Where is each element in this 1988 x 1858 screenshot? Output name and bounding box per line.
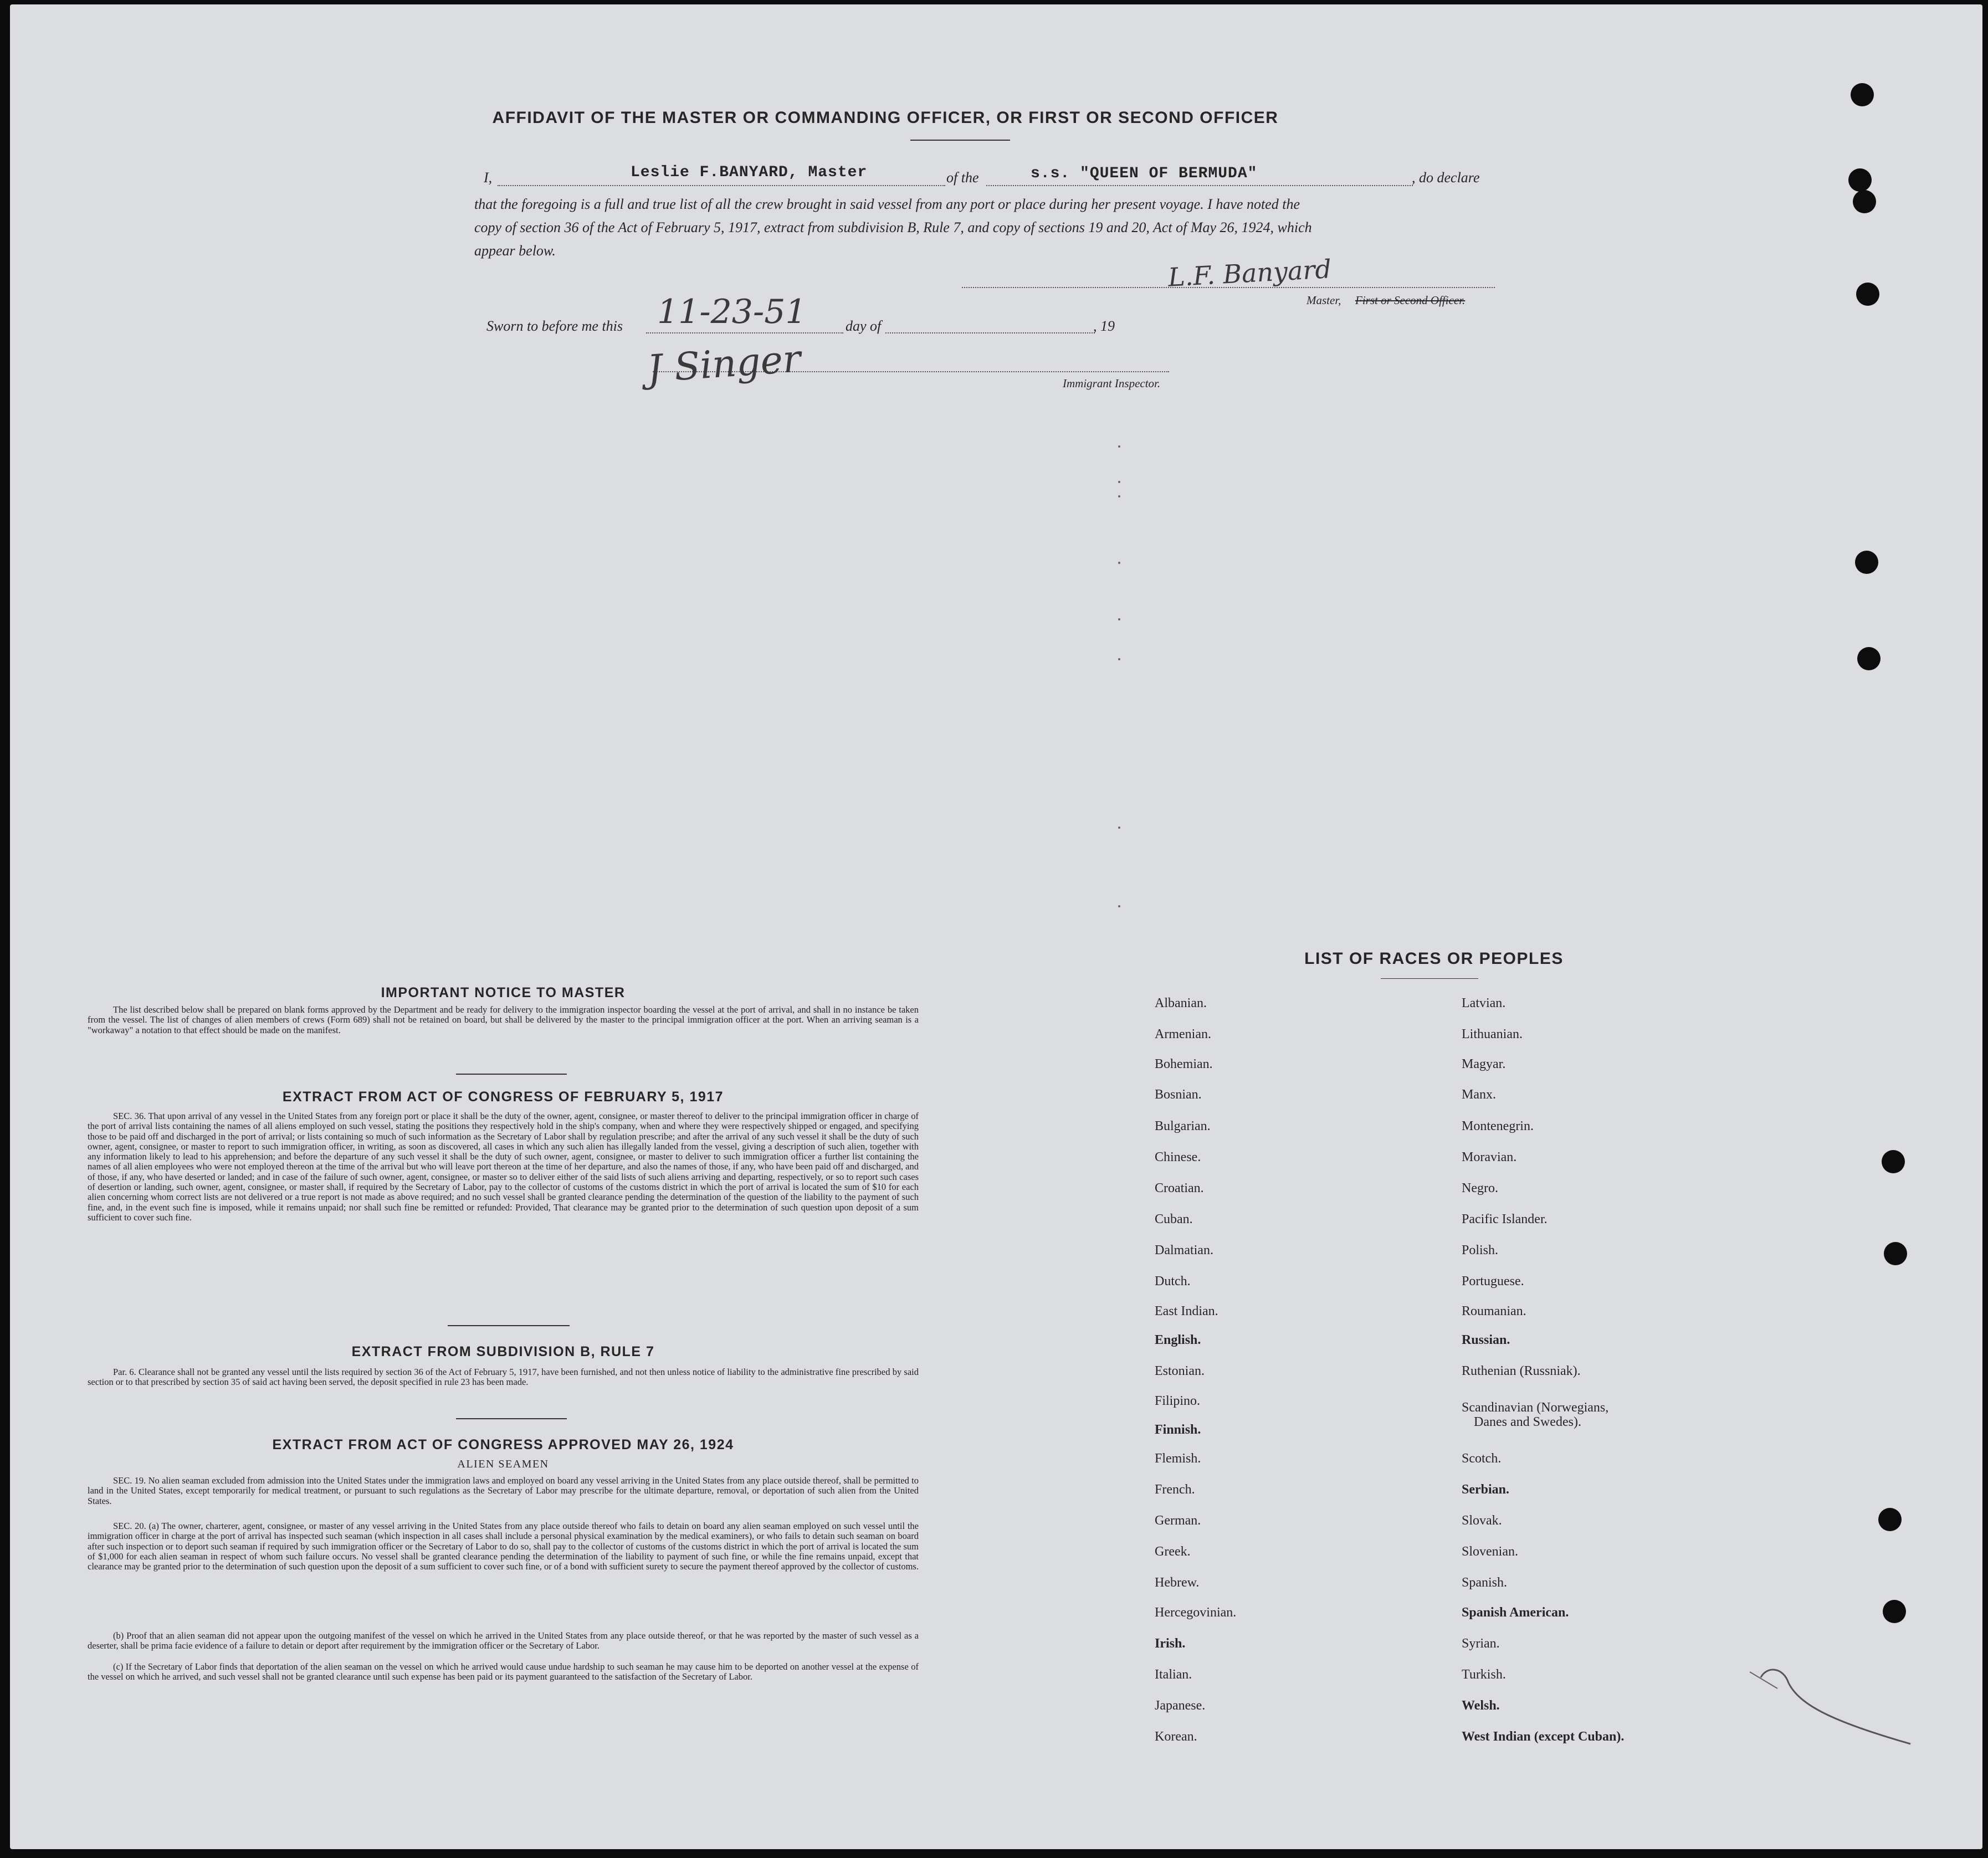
sec20a-body: SEC. 20. (a) The owner, charterer, agent, consignee, or master of any vessel arriving in the United States from any place outside thereof who fails to detain on board any alien seaman employed on such vessel until the immigration officer in charge at the port of arrival has inspected such seaman (which inspection in all cases shall include a personal physical examination by the medical examiners), or who fails to detain such seaman on board after such inspection or to deport such seaman if required by such immigration officer or the Secretary of Labor to do so, shall pay to the collector of customs of the customs district in which the port of arrival is located the sum of $1,000 for each alien seaman in respect of whom such failure occurs. No vessel shall be granted clearance pending the determination of the liability to payment of such fine, or while the fine remains unpaid, except that clearance may be granted prior to the determination of such question upon the deposit of a sum sufficient to cover such fine, or of a bond with sufficient surety to secure the payment thereof approved by the collector of customs. [88,1521,919,1572]
sworn-prefix: Sworn to before me this [486,318,623,334]
sec20c-body: (c) If the Secretary of Labor finds that deportation of the alien seaman on the vessel on which he arrived would cause undue hardship to such seaman he may cause him to be deported on another vessel at the expense of the vessel on which he arrived, and such vessel shall not be granted clearance until such expense has been paid or its payment guaranteed to the satisfaction of the Secretary of Labor. [88,1661,919,1682]
mark [1118,658,1120,660]
race-item: Negro. [1462,1181,1498,1195]
race-item: Turkish. [1462,1667,1506,1682]
binder-hole [1884,1242,1907,1265]
alien-seamen-subtitle: ALIEN SEAMEN [457,1458,549,1470]
race-item: Japanese. [1155,1698,1206,1713]
race-item: Scotch. [1462,1451,1502,1466]
pencil-mark [1744,1655,1922,1755]
race-item: Manx. [1462,1087,1496,1102]
race-item: Portuguese. [1462,1274,1524,1289]
sec19-body: SEC. 19. No alien seaman excluded from admission into the United States under the immigration laws and employed on board any vessel arriving in the United States from any place outside thereof, shall be permitted to land in the United States, except temporarily for medical treatment, or pursuant to such regulations as the Secretary of Labor may prescribe for the ultimate departure, removal, or deportation of such alien from the United States. [88,1475,919,1506]
rule7-body: Par. 6. Clearance shall not be granted any vessel until the lists required by section 36 of the Act of February 5, 1917, have been furnished, and not then unless notice of liability to the administrative fine prescribed by said section or to that prescribed by section 35 of said act having been served, the deposit specified in rule 23 has been made. [88,1367,919,1388]
binder-hole [1882,1150,1905,1173]
declaration-line-3: appear below. [474,243,556,259]
race-item: Bulgarian. [1155,1119,1211,1133]
title-rule [910,140,1010,141]
race-item: Roumanian. [1462,1304,1526,1318]
mark [1118,905,1120,907]
race-item: Cuban. [1155,1212,1193,1226]
mark [1118,481,1120,483]
mark [1118,827,1120,829]
extract-1917-title: EXTRACT FROM ACT OF CONGRESS OF FEBRUARY 5, 1917 [282,1089,724,1105]
race-item: East Indian. [1155,1304,1218,1318]
race-item: Hercegovinian. [1155,1605,1237,1620]
binder-hole [1856,283,1879,306]
race-item: Welsh. [1462,1698,1500,1713]
notice-title: IMPORTANT NOTICE TO MASTER [381,985,626,1000]
month-line [885,332,1095,333]
race-item: German. [1155,1513,1201,1528]
race-item: Armenian. [1155,1027,1211,1041]
race-item: Serbian. [1462,1482,1510,1497]
inspector-label: Immigrant Inspector. [1063,377,1161,390]
binder-hole [1853,190,1876,213]
sec20b-body: (b) Proof that an alien seaman did not appear upon the outgoing manifest of the vessel on which he arrived in the United States from any place outside thereof, or that he was reported by the master of such vessel as a deserter, shall be prima facie evidence of a failure to detain or deport after requirement by the immigration officer or the Secretary of Labor. [88,1630,919,1651]
race-item: Bohemian. [1155,1057,1213,1071]
race-item: Montenegrin. [1462,1119,1534,1133]
declaration-line-2: copy of section 36 of the Act of February 5, 1917, extract from subdivision B, Rule 7, and copy of sections 19 and 20, Act of May 26, 1924, which [474,219,1312,235]
race-item: Flemish. [1155,1451,1201,1466]
race-item: Estonian. [1155,1364,1205,1378]
sworn-date: 11-23-51 [657,292,807,331]
race-item: Moravian. [1462,1150,1517,1164]
affidavit-title: AFFIDAVIT OF THE MASTER OR COMMANDING OFFICER, OR FIRST OR SECOND OFFICER [492,109,1279,127]
declaration-line-1: that the foregoing is a full and true list of all the crew brought in said vessel from any port or place during her present voyage. I have noted the [474,196,1300,212]
race-item: Spanish American. [1462,1605,1569,1620]
race-item: Filipino. [1155,1394,1201,1408]
race-item: Pacific Islander. [1462,1212,1548,1226]
rule7-title: EXTRACT FROM SUBDIVISION B, RULE 7 [351,1344,655,1359]
race-item: Croatian. [1155,1181,1204,1195]
race-item: Polish. [1462,1243,1499,1258]
of-the-label: of the [946,170,979,186]
binder-hole [1857,647,1881,670]
race-item: Danes and Swedes). [1474,1415,1581,1429]
officer-struck: First or Second Officer. [1355,294,1466,307]
binder-hole [1848,168,1872,192]
master-signature: L.F. Banyard [1167,254,1333,292]
sworn-date-line [646,332,843,333]
race-item: Irish. [1155,1636,1186,1651]
mark [1118,618,1120,620]
binder-hole [1855,551,1878,574]
section-rule [456,1418,567,1419]
year-label: , 19 [1093,318,1115,334]
race-item: English. [1155,1333,1201,1347]
race-item: Greek. [1155,1544,1191,1559]
extract-1917-body: SEC. 36. That upon arrival of any vessel in the United States from any foreign port or place it shall be the duty of the owner, agent, consignee, or master thereof to deliver to the principal immigration officer in charge of the port of arrival lists containing the names of all aliens employed on such vessel, stating the positions they respectively hold in the ship's company, when and where they were respectively shipped or engaged, and specifying those to be paid off and discharged in the port of arrival; or lists containing so much of such information as the Secretary of Labor shall by regulation prescribe; and after the arrival of any such vessel it shall be the duty of such owner, agent, consignee, or master to report to such immigration officer, in writing, as soon as discovered, all cases in which any such alien has illegally landed from the vessel, giving a description of such alien, together with any information likely to lead to his apprehension; and before the departure of any such vessel it shall be the duty of such owner, agent, consignee, or master to deliver to such immigration officer a further list containing the names of all alien employees who were not employed thereon at the time of the arrival but who will leave port thereon at the time of her departure, and also the names of those, if any, who have been paid off and discharged, and of those, if any, who have deserted or landed; and in case of the failure of such owner, agent, consignee, or master so to deliver either of the said lists of such aliens arriving and departing, respectively, or so to report such cases of desertion or landing, such owner, agent, consignee, or master shall, if required by the Secretary of Labor, pay to the collector of customs of the customs district in which the port of arrival is located the sum of $10 for each alien concerning whom correct lists are not delivered or a true report is not made as above required; and no such vessel shall be granted clearance pending the determination of the question of the liability to the payment of such fine, and, in the event such fine is imposed, while it remains unpaid; nor shall such fine be remitted or refunded: Provided, That clearance may be granted prior to the determination of such question upon deposit of a sum sufficient to cover such fine. [88,1111,919,1223]
master-name: Leslie F.BANYARD, Master [631,164,868,181]
extract-1924-title: EXTRACT FROM ACT OF CONGRESS APPROVED MAY 26, 1924 [272,1437,734,1452]
race-item: Hebrew. [1155,1575,1200,1590]
race-item: Slovak. [1462,1513,1502,1528]
binder-hole [1851,83,1874,106]
races-rule [1381,978,1478,979]
section-rule [456,1074,567,1075]
race-item: Italian. [1155,1667,1192,1682]
inspector-signature: J Singer [645,337,802,392]
name-fill-line [498,185,945,186]
binder-hole [1878,1508,1902,1531]
do-declare: , do declare [1412,170,1480,186]
race-item: Scandinavian (Norwegians, [1462,1400,1609,1415]
race-item: Dalmatian. [1155,1243,1213,1258]
race-item: Latvian. [1462,996,1506,1010]
race-item: West Indian (except Cuban). [1462,1729,1625,1744]
mark [1118,445,1120,448]
mark [1118,495,1120,497]
race-item: Dutch. [1155,1274,1191,1289]
race-item: Ruthenian (Russniak). [1462,1364,1581,1378]
race-item: Korean. [1155,1729,1197,1744]
race-item: Russian. [1462,1333,1510,1347]
vessel-name: s.s. "QUEEN OF BERMUDA" [1031,165,1258,182]
master-label: Master, [1306,294,1341,307]
mark [1118,562,1120,564]
race-item: French. [1155,1482,1195,1497]
binder-hole [1883,1600,1906,1623]
race-item: Magyar. [1462,1057,1506,1071]
race-item: Lithuanian. [1462,1027,1523,1041]
race-item: Bosnian. [1155,1087,1202,1102]
race-item: Syrian. [1462,1636,1500,1651]
race-item: Slovenian. [1462,1544,1518,1559]
notice-body: The list described below shall be prepared on blank forms approved by the Department and be ready for delivery to the immigration inspector boarding the vessel at the port of arrival, and shall in no instance be taken from the vessel. The list of changes of alien members of crews (Form 689) shall not be retained on board, but shall be delivered by the master to the principal immigration officer at the port. When an arriving seaman is a "workaway" a notation to that effect should be made on the manifest. [88,1004,919,1035]
race-item: Albanian. [1155,996,1207,1010]
race-item: Spanish. [1462,1575,1508,1590]
races-title: LIST OF RACES OR PEOPLES [1304,949,1564,968]
section-rule [448,1325,570,1326]
day-of-label: day of [846,318,882,334]
vessel-fill-line [986,185,1413,186]
document-page [10,4,1982,1849]
race-item: Finnish. [1155,1423,1201,1437]
i-label: I, [484,170,493,186]
race-item: Chinese. [1155,1150,1201,1164]
